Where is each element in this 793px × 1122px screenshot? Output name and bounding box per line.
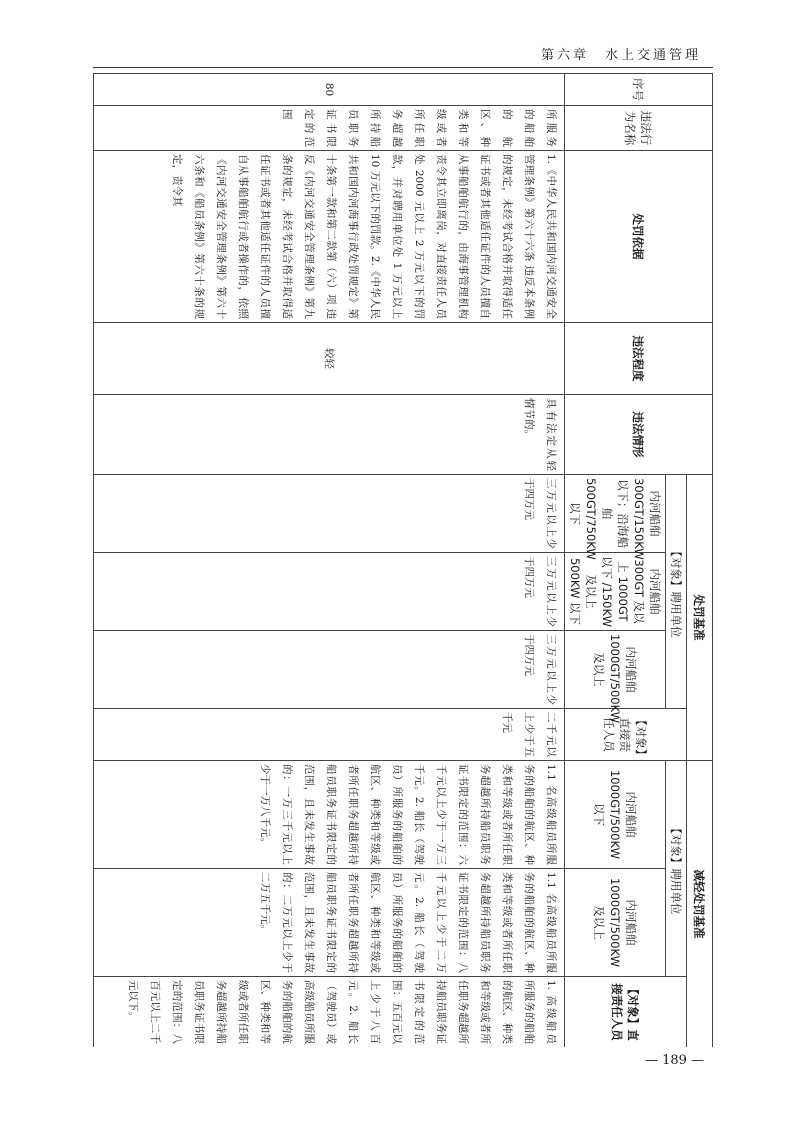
subheader-mitigated-inland-over: 内河船舶 1000GT/500KW 及以上: [565, 869, 666, 977]
group-header-mitigated-standard: 减轻处罚基准: [687, 761, 713, 1048]
cell-mitigated-direct: 1. 高级船员所服务的船舶的航区、种类和等级或者所任职务超越所持船员职务证书限定的范围：五百元以上少于八百元。2. 船长（驾驶员）或高级船员所服务的船舶的航区、种类和等级或者所任职务超越所持船员职务证书限定的范围：八百元以上二千元以下。: [94, 977, 565, 1048]
cell-penalty-tier-c: 三万元以上少于四万元: [94, 631, 565, 709]
col-header-legal-basis: 处罚依据: [565, 151, 713, 323]
running-head: 第六章 水上交通管理: [540, 48, 701, 63]
col-header-violation-name: 违法行为名称: [565, 106, 713, 151]
subheader-inland-tier-b: 内河船舶 300GT 及以上 1000GT 以下 /150KW 及以上 500KW 以下: [565, 553, 666, 631]
rotated-table-container: [93, 73, 713, 1047]
subheader-employer: 【对象】聘用单位: [666, 475, 687, 709]
penalty-table: [93, 73, 713, 1047]
cell-penalty-tier-b: 三万元以上少于四万元: [94, 553, 565, 631]
subheader-direct-person: 【对象】直接责任人员: [565, 709, 687, 761]
col-header-severity: 违法程度: [565, 323, 713, 395]
cell-serial: 80: [94, 74, 565, 106]
header-rule: [93, 67, 713, 68]
cell-violation-name: 所服务的船舶的航区、种类和等级或者所任职务超越所持船员职务证书限定的范围: [94, 106, 565, 151]
cell-mitigated-inland-under: 1.1 名高级船员所服务的船舶的航区、种类和等级或者所任职务超越所持船员职务证书限定的范围：六千元以上少于一万三千元。2. 船长（驾驶员）所服务的船舶的航区、种类和等级或者所任职务超越所持船员职务证书限定的范围，且未发生事故的：一万三千元以上少于一万八千元。: [94, 761, 565, 869]
subheader-inland-tier-a: 内河船舶 300GT/150KW 以下；沿海船舶 500GT/750KW 以下: [565, 475, 666, 553]
cell-circumstances: 具有法定从轻情节的。: [94, 395, 565, 475]
cell-mitigated-inland-over: 1.1 名高级船员所服务的船舶的航区、种类和等级或者所任职务超越所持船员职务证书限定的范围：八千元以上少于二万元。2. 船长（驾驶员）所服务的船舶的航区、种类和等级或者所任职务超越所持船员职务证书限定的范围，且未发生事故的：二万元以上少于二万五千元。: [94, 869, 565, 977]
cell-severity: 较轻: [94, 323, 565, 395]
subheader-inland-tier-c: 内河船舶 1000GT/500KW 及以上: [565, 631, 666, 709]
page-number: — 189 —: [645, 1053, 705, 1068]
subheader-mitigated-employer: 【对象】聘用单位: [666, 761, 687, 977]
cell-penalty-tier-a: 三万元以上少于四万元: [94, 475, 565, 553]
col-header-circumstances: 违法情形: [565, 395, 713, 475]
cell-penalty-direct: 二千元以上少于五千元: [94, 709, 565, 761]
table-row: [94, 74, 565, 1048]
subheader-mitigated-inland-under: 内河船舶 1000GT/500KW 以下: [565, 761, 666, 869]
col-header-serial: 序号: [565, 74, 713, 106]
table-frame: [93, 73, 713, 1047]
group-header-penalty-standard: 处罚基准: [687, 475, 713, 761]
subheader-mitigated-direct-person: 【对象】直接责任人员: [565, 977, 687, 1048]
cell-legal-basis: 1.《中华人民共和国内河交通安全管理条例》第六十六条 违反本条例的规定，未经考试合格并取得适任证书或者其他适任证件的人员擅自从事船舶航行的，由海事管理机构责令其立即离岗，对直接责任人员处 2000 元以上 2 万元以下的罚款，并对聘用单位处 1 万元以上 10 万元以下的罚款。2.《中华人民共和国内河海事行政处罚规定》第十条第一款和第二款第（六）项 违反《内河交通安全管理条例》第九条的规定，未经考试合格并取得适任证书或者其他适任证件的人员擅自从事船舶航行或者操作的，依照《内河交通安全管理条例》第六十六条和《船员条例》第六十条的规定，责令其: [94, 151, 565, 323]
